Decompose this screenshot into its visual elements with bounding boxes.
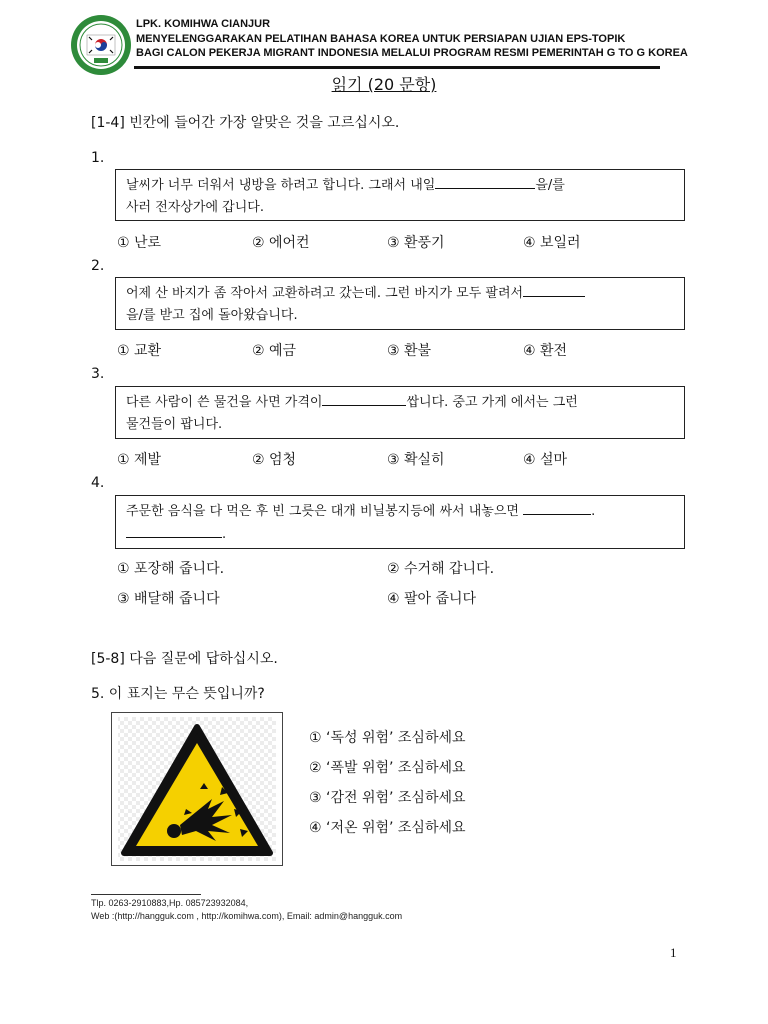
q1-option-4[interactable]: ④ 보일러 [523, 235, 581, 251]
q1-option-1[interactable]: ① 난로 [117, 235, 162, 251]
question-number: 1. [91, 150, 105, 166]
q1-option-3[interactable]: ③ 환풍기 [387, 235, 445, 251]
question-3-box [115, 386, 685, 439]
section1-instruction: [1-4] 빈칸에 들어간 가장 알맞은 것을 고르십시오. [91, 115, 400, 131]
q2-text-b: 을/를 받고 집에 돌아왔습니다. [126, 308, 298, 323]
q4-option-3[interactable]: ③ 배달해 줍니다 [117, 591, 220, 607]
q3-text-a: 다른 사람이 쓴 물건을 사면 가격이 [126, 395, 323, 410]
answer-blank [523, 500, 591, 515]
answer-blank [322, 391, 406, 406]
q1-text-b: 을/를 [535, 178, 565, 193]
footer-phone: Tlp. 0263-2910883,Hp. 085723932084, [91, 898, 249, 908]
q3-option-3[interactable]: ③ 확실히 [387, 452, 445, 468]
question-5-prompt: 5. 이 표지는 무슨 뜻입니까? [91, 686, 265, 702]
q5-option-3[interactable]: ③ ‘감전 위험’ 조심하세요 [309, 790, 466, 806]
explosive-warning-icon [112, 713, 282, 865]
q5-option-2[interactable]: ② ‘폭발 위험’ 조심하세요 [309, 760, 466, 776]
q4-option-1[interactable]: ① 포장해 줍니다. [117, 561, 225, 577]
answer-blank [523, 282, 585, 297]
section2-instruction: [5-8] 다음 질문에 답하십시오. [91, 651, 278, 667]
q2-option-3[interactable]: ③ 환불 [387, 343, 432, 359]
q1-option-2[interactable]: ② 에어컨 [252, 235, 310, 251]
q3-text-b: 쌉니다. 중고 가게 에서는 그런 [406, 395, 578, 410]
question-number: 3. [91, 366, 105, 382]
q3-option-2[interactable]: ② 엄청 [252, 452, 297, 468]
q5-option-4[interactable]: ④ ‘저온 위험’ 조심하세요 [309, 820, 466, 836]
komihwa-logo-emblem-icon [70, 14, 132, 76]
q2-option-1[interactable]: ① 교환 [117, 343, 162, 359]
page-title-text: 읽기 (20 문항) [331, 75, 437, 94]
question-2-box [115, 277, 685, 330]
footer-web: Web :(http://hangguk.com , http://komihwa.com), Email: admin@hangguk.com [91, 911, 403, 921]
q2-text-a: 어제 산 바지가 좀 작아서 교환하려고 갔는데. 그런 바지가 모두 팔려서 [126, 286, 524, 301]
q4-text-a: 주문한 음식을 다 먹은 후 빈 그릇은 대개 비닐봉지등에 싸서 내놓으면 [126, 504, 519, 519]
header-divider [134, 66, 660, 69]
page-number: 1 [670, 945, 677, 960]
footer-divider [91, 894, 201, 895]
header-subtitle-line: MENYELENGGARAKAN PELATIHAN BAHASA KOREA UNTUK PERSIAPAN UJIAN EPS-TOPIK [136, 33, 626, 45]
q4-option-2[interactable]: ② 수거해 갑니다. [387, 561, 495, 577]
page-title [0, 72, 768, 95]
q3-option-1[interactable]: ① 제발 [117, 452, 162, 468]
q4-period: . [222, 527, 227, 542]
q4-period: . [591, 504, 596, 519]
q1-text-a: 날씨가 너무 더워서 냉방을 하려고 합니다. 그래서 내일 [126, 178, 436, 193]
q5-option-1[interactable]: ① ‘독성 위험’ 조심하세요 [309, 730, 466, 746]
q1-text-c: 사러 전자상가에 갑니다. [126, 200, 264, 215]
q2-option-4[interactable]: ④ 환전 [523, 343, 568, 359]
header-subtitle-line: BAGI CALON PEKERJA MIGRANT INDONESIA MELALUI PROGRAM RESMI PEMERINTAH G TO G KOREA [136, 47, 688, 59]
q3-option-4[interactable]: ④ 설마 [523, 452, 568, 468]
answer-blank [126, 523, 222, 538]
answer-blank [435, 174, 535, 189]
sign-image-frame [111, 712, 283, 866]
question-number: 4. [91, 475, 105, 491]
q2-option-2[interactable]: ② 예금 [252, 343, 297, 359]
q3-text-c: 물건들이 팝니다. [126, 417, 223, 432]
q4-option-4[interactable]: ④ 팔아 줍니다 [387, 591, 477, 607]
question-1-box [115, 169, 685, 221]
header-institution-name: LPK. KOMIHWA CIANJUR [136, 18, 271, 30]
question-number: 2. [91, 258, 105, 274]
question-4-box [115, 495, 685, 549]
